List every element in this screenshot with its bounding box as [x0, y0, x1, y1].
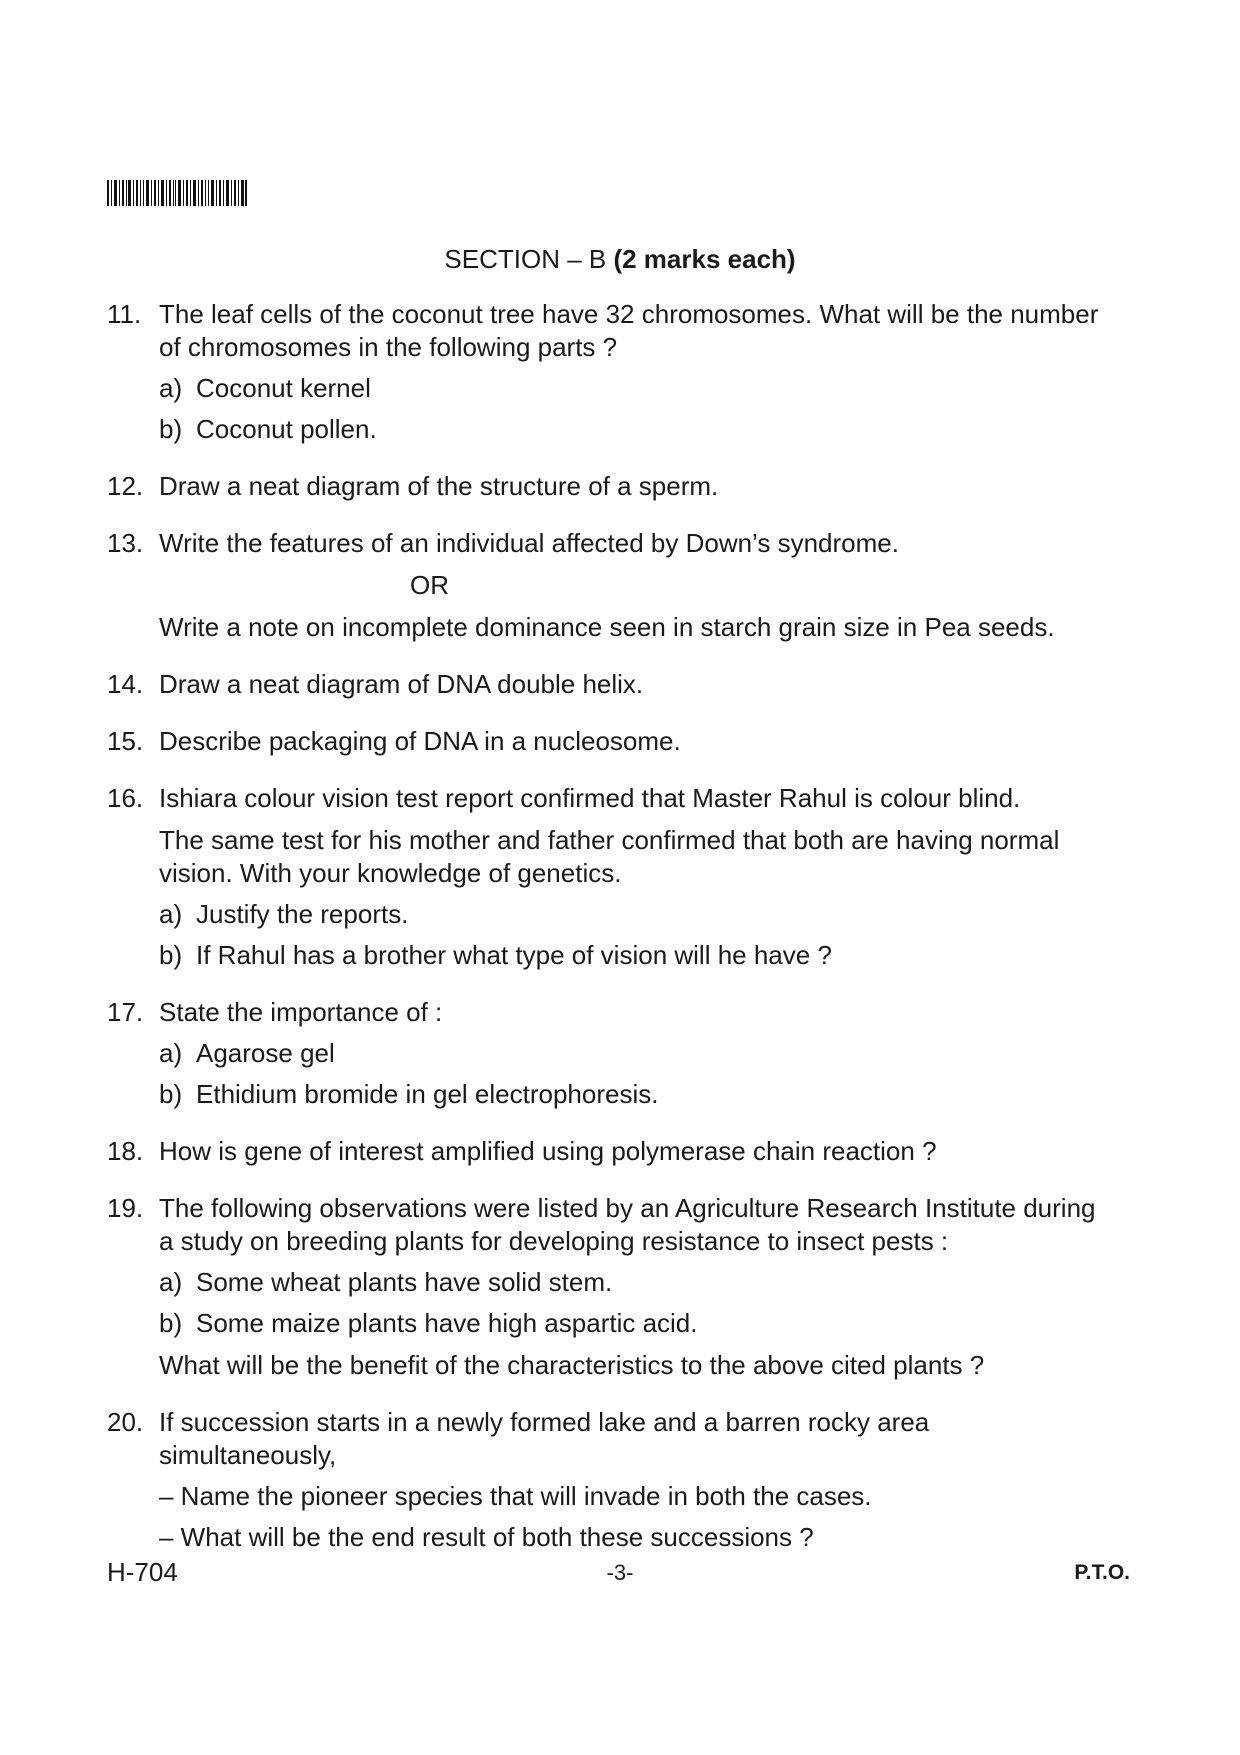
or-separator: OR [410, 570, 449, 600]
sub-question-text: Agarose gel [196, 1038, 335, 1068]
sub-question-text: Coconut kernel [196, 373, 371, 403]
dash-item-pioneer-species: – Name the pioneer species that will invade in both the cases. [159, 1481, 872, 1511]
question-paragraph: The same test for his mother and father confirmed that both are having normal vision. With your knowledge of genetics. [159, 825, 1060, 888]
question-text: The following observations were listed by an Agriculture Research Institute during a study on breeding plants for developing resistance to insect pests : [159, 1193, 1096, 1256]
question-15 [107, 725, 1107, 758]
question-number: 19. [107, 1193, 144, 1223]
sub-question-a [159, 1266, 1107, 1299]
question-number: 20. [107, 1407, 144, 1437]
question-text: Ishiara colour vision test report confirmed that Master Rahul is colour blind. [159, 783, 1021, 813]
question-text: If succession starts in a newly formed lake and a barren rocky area simultaneously, [159, 1407, 930, 1470]
section-marks: (2 marks each) [613, 244, 796, 274]
sub-question-b [159, 939, 1107, 972]
question-number: 11. [107, 299, 142, 329]
sub-question-b [159, 1078, 1107, 1111]
sub-question-text: If Rahul has a brother what type of vision will he have ? [196, 940, 832, 970]
question-18 [107, 1135, 1107, 1168]
question-12 [107, 470, 1107, 503]
question-text: The leaf cells of the coconut tree have 32 chromosomes. What will be the number of chromosomes in the following parts ? [159, 299, 1099, 362]
sub-question-letter: b) [159, 414, 183, 444]
sub-question-letter: b) [159, 1308, 183, 1338]
question-text: State the importance of : [159, 997, 443, 1027]
sub-question-text: Justify the reports. [196, 899, 409, 929]
sub-question-a [159, 898, 1107, 931]
sub-question-text: Some wheat plants have solid stem. [196, 1267, 613, 1297]
question-number: 18. [107, 1136, 144, 1166]
question-text: Write the features of an individual affected by Down’s syndrome. [159, 528, 899, 558]
barcode [107, 180, 247, 206]
question-paragraph: What will be the benefit of the characteristics to the above cited plants ? [159, 1350, 985, 1380]
alternate-question-text: Write a note on incomplete dominance seen in starch grain size in Pea seeds. [159, 612, 1055, 642]
question-number: 17. [107, 997, 144, 1027]
sub-question-text: Some maize plants have high aspartic acid. [196, 1308, 698, 1338]
sub-question-letter: b) [159, 1079, 183, 1109]
sub-question-letter: a) [159, 1267, 183, 1297]
question-20 [107, 1406, 1107, 1554]
question-number: 16. [107, 783, 144, 813]
sub-question-letter: a) [159, 1038, 183, 1068]
question-number: 14. [107, 669, 144, 699]
question-11 [107, 298, 1107, 446]
section-title: SECTION – B [444, 244, 607, 274]
question-text: Draw a neat diagram of DNA double helix. [159, 669, 644, 699]
question-number: 13. [107, 528, 144, 558]
question-text: Describe packaging of DNA in a nucleosome. [159, 726, 681, 756]
question-14 [107, 668, 1107, 701]
sub-question-letter: b) [159, 940, 183, 970]
question-list [107, 298, 1107, 1578]
sub-question-a [159, 372, 1107, 405]
sub-question-b [159, 1307, 1107, 1340]
question-17 [107, 996, 1107, 1111]
sub-question-letter: a) [159, 373, 183, 403]
question-number: 15. [107, 726, 144, 756]
dash-item-end-result: – What will be the end result of both these successions ? [159, 1522, 814, 1552]
sub-question-text: Ethidium bromide in gel electrophoresis. [196, 1079, 659, 1109]
question-19 [107, 1192, 1107, 1382]
page-number: -3- [606, 1560, 634, 1585]
question-13 [107, 527, 1107, 644]
section-heading [0, 243, 1240, 275]
question-text: Draw a neat diagram of the structure of a sperm. [159, 471, 719, 501]
question-16 [107, 782, 1107, 972]
sub-question-b [159, 413, 1107, 446]
sub-question-a [159, 1037, 1107, 1070]
sub-question-letter: a) [159, 899, 183, 929]
pto-label: P.T.O. [1074, 1561, 1130, 1584]
sub-question-text: Coconut pollen. [196, 414, 377, 444]
question-number: 12. [107, 471, 144, 501]
question-text: How is gene of interest amplified using polymerase chain reaction ? [159, 1136, 937, 1166]
paper-code: H-704 [107, 1557, 178, 1587]
